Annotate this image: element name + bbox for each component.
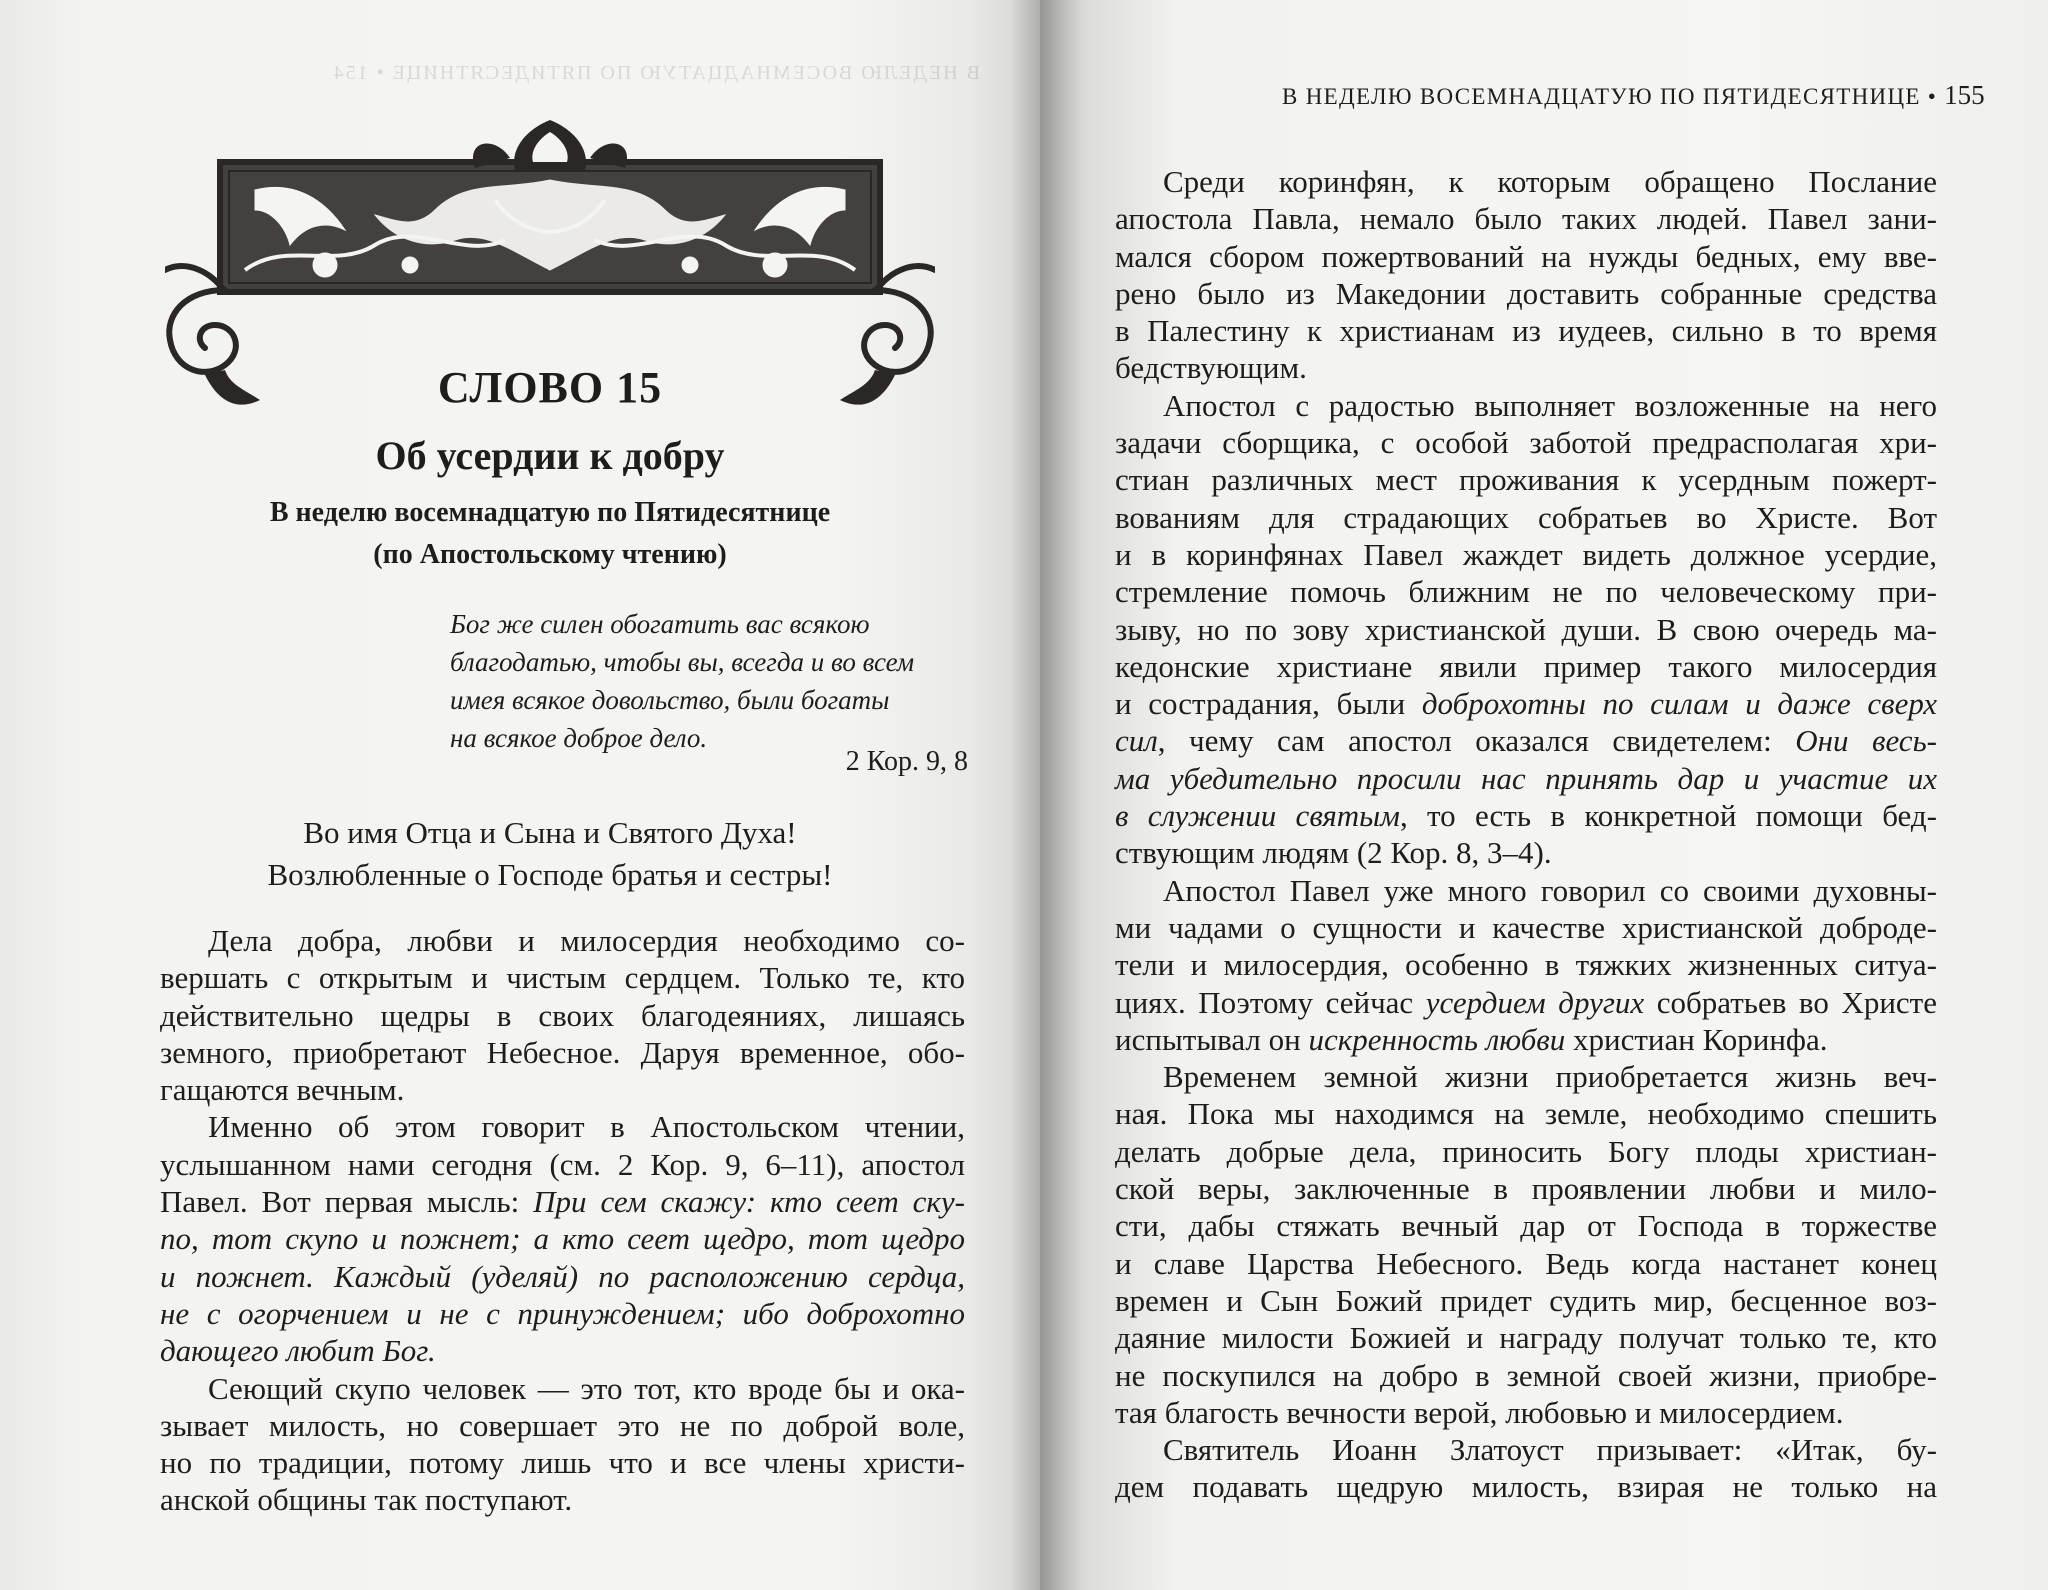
running-head bbox=[1282, 80, 1985, 111]
epigraph bbox=[450, 605, 970, 757]
quote-line: не с огорчением и не с принуждением; ибо доброхотно bbox=[160, 1295, 965, 1331]
epigraph-line: на всякое доброе дело. bbox=[450, 723, 708, 753]
bleed-through-header: В НЕДЕЛЮ ВОСЕМНАДЦАТУЮ ПО ПЯТИДЕСЯТНИЦЕ • 154 bbox=[331, 62, 980, 84]
text-line bbox=[1115, 797, 1937, 834]
quote-run: Они весь- bbox=[1795, 723, 1938, 759]
text-line: анской общины так поступают. bbox=[160, 1482, 573, 1518]
text-line bbox=[1115, 722, 1937, 759]
chapter-label: СЛОВО 15 bbox=[437, 363, 663, 412]
quote-line: ма убедительно просили нас принять дар и участие их bbox=[1115, 760, 1937, 796]
text-line: стиан различных мест проживания к усердным пожерт- bbox=[1115, 462, 1937, 498]
invocation bbox=[180, 812, 920, 896]
text-line: Святитель Иоанн Златоуст призывает: «Итак, бу- bbox=[1163, 1432, 1937, 1468]
text-line: не поскупился на добро в земной своей жизни, приобре- bbox=[1115, 1357, 1937, 1393]
text-line bbox=[1115, 1021, 1937, 1058]
left-body-text bbox=[160, 922, 965, 1519]
text-line: времен и Сын Божий придет судить мир, бесценное воз- bbox=[1115, 1282, 1937, 1318]
quote-line: дающего любит Бог. bbox=[160, 1333, 436, 1369]
epigraph-line: благодатью, чтобы вы, всегда и во всем bbox=[450, 647, 915, 677]
text-run: христиан Коринфа. bbox=[1565, 1021, 1828, 1057]
quote-run: усердием других bbox=[1425, 984, 1645, 1020]
text-line: бедствующим. bbox=[1115, 350, 1307, 386]
text-line: но по традиции, потому лишь что и все члены христи- bbox=[160, 1445, 965, 1481]
quote-run: доброхотны по силам и даже сверх bbox=[1421, 686, 1937, 722]
text-run: Павел. Вот первая мысль: bbox=[160, 1184, 534, 1220]
text-line: дем подавать щедрую милость, взирая не только на bbox=[1115, 1469, 1937, 1505]
text-line: Апостол Павел уже много говорил со своими духовны- bbox=[1163, 872, 1937, 908]
text-line: тели и милосердия, особенно в тяжких жизненных ситуа- bbox=[1115, 947, 1937, 983]
text-run: , чему сам апостол оказался свидетелем: bbox=[1157, 723, 1796, 759]
text-line: задачи сборщика, с особой заботой предрасполагая хри- bbox=[1115, 425, 1937, 461]
text-line: Апостол с радостью выполняет возложенные на него bbox=[1163, 387, 1937, 423]
invocation-line: Во имя Отца и Сына и Святого Духа! bbox=[303, 815, 797, 850]
running-head-title: В НЕДЕЛЮ ВОСЕМНАДЦАТУЮ ПО ПЯТИДЕСЯТНИЦЕ • bbox=[1282, 84, 1938, 109]
text-line: Сеющий скупо человек — это тот, кто вроде бы и ока- bbox=[208, 1370, 965, 1406]
quote-run: в служении святым bbox=[1115, 798, 1400, 834]
text-line: зыву, но по зову христианской души. В свою очередь ма- bbox=[1115, 611, 1937, 647]
text-line: Среди коринфян, к которым обращено Послание bbox=[1163, 164, 1937, 199]
page-number: 155 bbox=[1944, 80, 1985, 110]
text-line: ской веры, заключенные в проявлении любви и мило- bbox=[1115, 1171, 1937, 1207]
quote-line: по, тот скупо и пожнет; а кто сеет щедро, тот щедро bbox=[160, 1221, 965, 1257]
text-line: ми чадами о сущности и качестве христианской доброде- bbox=[1115, 909, 1937, 945]
text-line: и славе Царства Небесного. Ведь когда настанет конец bbox=[1115, 1245, 1937, 1281]
quote-run: искренность любви bbox=[1308, 1021, 1566, 1057]
text-line: мался сбором пожертвований на нужды бедных, ему вве- bbox=[1115, 238, 1937, 274]
text-line: Дела добра, любви и милосердия необходимо со- bbox=[208, 923, 965, 958]
text-run: циях. Поэтому сейчас bbox=[1115, 984, 1426, 1020]
text-line: делать добрые дела, приносить Богу плоды христиан- bbox=[1115, 1133, 1937, 1169]
book-gutter bbox=[1010, 0, 1080, 1590]
text-line: в Палестину к христианам из иудеев, сильно в то время bbox=[1115, 313, 1937, 349]
text-line: кедонские христиане явили пример такого милосердия bbox=[1115, 648, 1937, 684]
quote-line: и пожнет. Каждый (уделяй) по расположению сердца, bbox=[160, 1258, 965, 1294]
text-line: стремление помочь ближним не по человеческому при- bbox=[1115, 574, 1937, 610]
text-run: и сострадания, были bbox=[1115, 686, 1422, 722]
text-line: ная. Пока мы находимся на земле, необходимо спешить bbox=[1115, 1096, 1937, 1132]
text-line: услышанном нами сегодня (см. 2 Кор. 9, 6–11), апостол bbox=[160, 1146, 965, 1182]
quote-run: сил bbox=[1115, 723, 1158, 759]
text-line: даяние милости Божией и награду получат только те, кто bbox=[1115, 1320, 1937, 1356]
text-line: земного, приобретают Небесное. Даруя временное, обо- bbox=[160, 1034, 965, 1070]
text-run: , то есть в конкретной помощи бед- bbox=[1399, 798, 1938, 834]
text-line: вованиям для страдающих собратьев во Христе. Вот bbox=[1115, 499, 1937, 535]
text-line bbox=[1115, 984, 1937, 1021]
epigraph-line: имея всякое довольство, были богаты bbox=[450, 685, 890, 715]
text-line: Временем земной жизни приобретается жизнь веч- bbox=[1163, 1059, 1937, 1095]
subtitle-line: (по Апостольскому чтению) bbox=[373, 539, 727, 570]
sermon-subtitle bbox=[150, 492, 950, 576]
invocation-line: Возлюбленные о Господе братья и сестры! bbox=[267, 857, 833, 892]
text-run: испытывал он bbox=[1115, 1021, 1309, 1057]
text-line: апостола Павла, немало было таких людей. Павел зани- bbox=[1115, 201, 1937, 237]
text-run: собратьев во Христе bbox=[1644, 984, 1937, 1020]
text-line: тая благость вечности верой, любовью и милосердием. bbox=[1115, 1394, 1844, 1430]
text-line bbox=[1115, 685, 1937, 722]
text-line: действительно щедры в своих благодеяниях, лишаясь bbox=[160, 997, 965, 1033]
subtitle-line: В неделю восемнадцатую по Пятидесятнице bbox=[269, 497, 831, 528]
epigraph-reference: 2 Кор. 9, 8 bbox=[845, 746, 968, 777]
epigraph-line: Бог же силен обогатить вас всякою bbox=[450, 609, 870, 639]
right-body-text bbox=[1115, 163, 1937, 1506]
text-line: рено было из Македонии доставить собранные средства bbox=[1115, 275, 1937, 311]
text-line: гащаются вечным. bbox=[160, 1072, 405, 1108]
text-line: Именно об этом говорит в Апостольском чтении, bbox=[208, 1109, 965, 1145]
text-line: зывает милость, но совершает это не по доброй воле, bbox=[160, 1407, 965, 1443]
text-line: и в коринфянах Павел жаждет видеть должное усердие, bbox=[1115, 536, 1937, 572]
quote-run: При сем скажу: кто сеет ску- bbox=[533, 1184, 965, 1220]
text-line: сти, дабы стяжать вечный дар от Господа в торжестве bbox=[1115, 1208, 1937, 1244]
text-line: вершать с открытым и чистым сердцем. Только те, кто bbox=[160, 960, 965, 996]
text-line: ствующим людям (2 Кор. 8, 3–4). bbox=[1115, 835, 1552, 871]
sermon-title: Об усердии к добру bbox=[375, 433, 725, 478]
text-line bbox=[160, 1183, 965, 1220]
